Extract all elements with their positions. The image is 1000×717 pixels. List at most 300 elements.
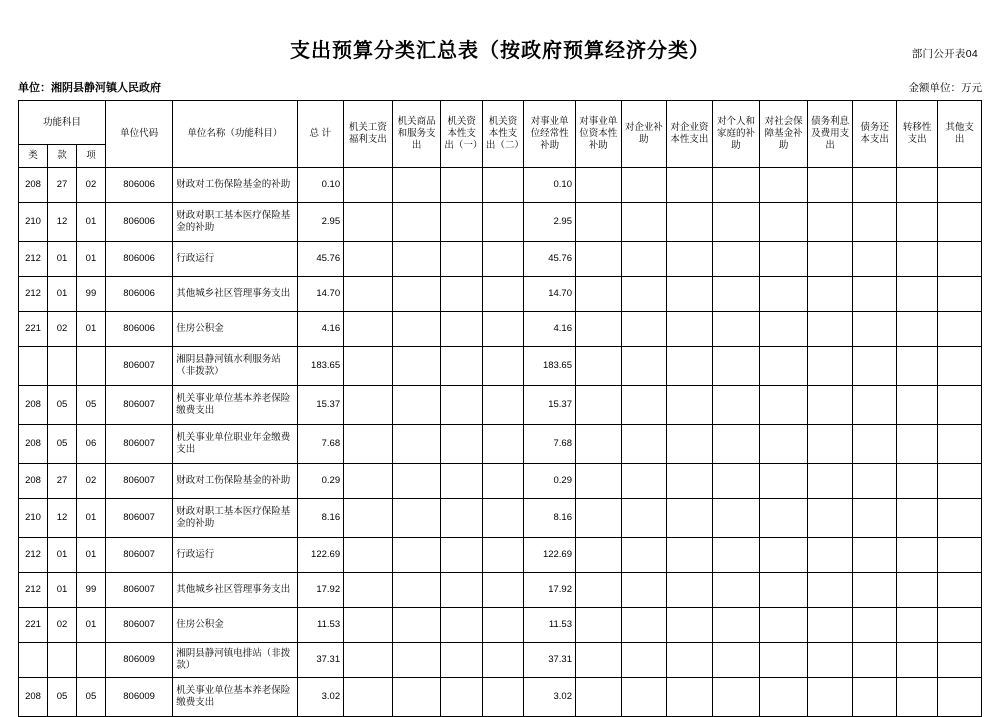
cell-c13 <box>807 347 853 386</box>
cell-xiang <box>76 643 105 678</box>
cell-c6 <box>482 312 523 347</box>
cell-unit-code: 806009 <box>105 643 172 678</box>
cell-c5 <box>441 538 482 573</box>
cell-lei: 221 <box>19 312 48 347</box>
page-title: 支出预算分类汇总表（按政府预算经济分类） <box>290 40 710 62</box>
cell-xiang: 01 <box>76 242 105 277</box>
cell-c7: 7.68 <box>524 425 576 464</box>
cell-c16 <box>938 464 982 499</box>
cell-c11 <box>712 464 760 499</box>
cell-c7: 122.69 <box>524 538 576 573</box>
cell-c7: 8.16 <box>524 499 576 538</box>
cell-kuan: 01 <box>47 538 76 573</box>
table-row <box>19 312 982 347</box>
cell-c8 <box>576 678 622 717</box>
cell-c14 <box>853 277 896 312</box>
cell-c8 <box>576 425 622 464</box>
cell-c6 <box>482 678 523 717</box>
cell-c6 <box>482 643 523 678</box>
cell-name: 行政运行 <box>173 242 297 277</box>
cell-c8 <box>576 643 622 678</box>
cell-c7: 17.92 <box>524 573 576 608</box>
cell-c16 <box>938 538 982 573</box>
cell-c15 <box>896 242 937 277</box>
cell-c12 <box>760 242 808 277</box>
cell-c4 <box>392 464 441 499</box>
cell-c15 <box>896 678 937 717</box>
table-row <box>19 538 982 573</box>
cell-kuan: 02 <box>47 312 76 347</box>
cell-c15 <box>896 425 937 464</box>
cell-c16 <box>938 386 982 425</box>
cell-c4 <box>392 312 441 347</box>
cell-c9 <box>621 386 667 425</box>
table-row <box>19 573 982 608</box>
cell-c16 <box>938 608 982 643</box>
cell-c14 <box>853 242 896 277</box>
cell-c4 <box>392 168 441 203</box>
cell-c3 <box>344 499 393 538</box>
cell-total: 122.69 <box>297 538 344 573</box>
cell-c15 <box>896 499 937 538</box>
header-institution-capital: 对事业单位资本性补助 <box>576 101 622 168</box>
cell-c11 <box>712 347 760 386</box>
cell-c8 <box>576 608 622 643</box>
header-agency-goods: 机关商品和服务支出 <box>392 101 441 168</box>
cell-c12 <box>760 203 808 242</box>
cell-xiang: 01 <box>76 499 105 538</box>
cell-lei <box>19 347 48 386</box>
cell-c15 <box>896 168 937 203</box>
table-row <box>19 277 982 312</box>
header-debt-principal: 债务还本支出 <box>853 101 896 168</box>
cell-lei: 210 <box>19 203 48 242</box>
cell-c11 <box>712 312 760 347</box>
cell-c9 <box>621 242 667 277</box>
cell-lei: 208 <box>19 386 48 425</box>
cell-c6 <box>482 242 523 277</box>
cell-c3 <box>344 425 393 464</box>
cell-c16 <box>938 347 982 386</box>
cell-c12 <box>760 538 808 573</box>
cell-kuan: 05 <box>47 386 76 425</box>
cell-c5 <box>441 425 482 464</box>
cell-c9 <box>621 203 667 242</box>
cell-c13 <box>807 277 853 312</box>
cell-c10 <box>667 312 713 347</box>
cell-lei: 208 <box>19 678 48 717</box>
table-row <box>19 608 982 643</box>
cell-xiang: 01 <box>76 203 105 242</box>
cell-c8 <box>576 464 622 499</box>
table-body <box>19 168 982 717</box>
cell-xiang: 99 <box>76 277 105 312</box>
cell-c6 <box>482 499 523 538</box>
cell-c5 <box>441 573 482 608</box>
cell-kuan: 12 <box>47 203 76 242</box>
cell-c3 <box>344 277 393 312</box>
cell-c12 <box>760 499 808 538</box>
cell-c7: 183.65 <box>524 347 576 386</box>
cell-unit-code: 806007 <box>105 425 172 464</box>
cell-c7: 37.31 <box>524 643 576 678</box>
cell-name: 其他城乡社区管理事务支出 <box>173 573 297 608</box>
cell-c3 <box>344 312 393 347</box>
header-social-security: 对社会保障基金补助 <box>760 101 808 168</box>
cell-lei: 208 <box>19 168 48 203</box>
cell-total: 11.53 <box>297 608 344 643</box>
cell-c12 <box>760 573 808 608</box>
cell-total: 37.31 <box>297 643 344 678</box>
cell-c10 <box>667 242 713 277</box>
cell-kuan: 02 <box>47 608 76 643</box>
cell-c11 <box>712 168 760 203</box>
cell-c15 <box>896 643 937 678</box>
cell-lei: 212 <box>19 277 48 312</box>
cell-c9 <box>621 168 667 203</box>
cell-c9 <box>621 499 667 538</box>
cell-c4 <box>392 386 441 425</box>
cell-c11 <box>712 643 760 678</box>
cell-c8 <box>576 277 622 312</box>
cell-c6 <box>482 168 523 203</box>
cell-c10 <box>667 643 713 678</box>
cell-c16 <box>938 643 982 678</box>
cell-name: 财政对工伤保险基金的补助 <box>173 168 297 203</box>
cell-name: 财政对工伤保险基金的补助 <box>173 464 297 499</box>
header-kuan: 款 <box>47 145 76 168</box>
cell-c11 <box>712 277 760 312</box>
amount-unit-label: 金额单位：万元 <box>908 82 982 94</box>
cell-c8 <box>576 573 622 608</box>
cell-c13 <box>807 573 853 608</box>
cell-total: 183.65 <box>297 347 344 386</box>
cell-xiang: 01 <box>76 538 105 573</box>
budget-table <box>18 100 982 717</box>
cell-c11 <box>712 608 760 643</box>
cell-unit-code: 806006 <box>105 242 172 277</box>
cell-c8 <box>576 168 622 203</box>
cell-c3 <box>344 608 393 643</box>
cell-unit-code: 806007 <box>105 386 172 425</box>
header-group-function: 功能科目 <box>19 101 106 145</box>
cell-total: 45.76 <box>297 242 344 277</box>
cell-c10 <box>667 499 713 538</box>
cell-total: 0.29 <box>297 464 344 499</box>
header-xiang: 项 <box>76 145 105 168</box>
cell-total: 17.92 <box>297 573 344 608</box>
cell-c13 <box>807 242 853 277</box>
table-row <box>19 203 982 242</box>
cell-kuan: 01 <box>47 277 76 312</box>
cell-c8 <box>576 203 622 242</box>
cell-c13 <box>807 499 853 538</box>
cell-xiang: 05 <box>76 678 105 717</box>
cell-c10 <box>667 573 713 608</box>
cell-xiang: 01 <box>76 608 105 643</box>
cell-c3 <box>344 538 393 573</box>
cell-c3 <box>344 386 393 425</box>
cell-c12 <box>760 608 808 643</box>
cell-c6 <box>482 386 523 425</box>
cell-c15 <box>896 277 937 312</box>
cell-xiang: 02 <box>76 168 105 203</box>
cell-c7: 14.70 <box>524 277 576 312</box>
cell-c7: 3.02 <box>524 678 576 717</box>
cell-kuan: 27 <box>47 168 76 203</box>
header-total: 总 计 <box>297 101 344 168</box>
cell-c4 <box>392 573 441 608</box>
cell-unit-code: 806007 <box>105 573 172 608</box>
cell-c13 <box>807 608 853 643</box>
cell-unit-code: 806006 <box>105 312 172 347</box>
cell-kuan: 05 <box>47 678 76 717</box>
cell-name: 湘阴县静河镇水利服务站（非拨款） <box>173 347 297 386</box>
cell-c16 <box>938 499 982 538</box>
cell-c14 <box>853 538 896 573</box>
header-other: 其他支出 <box>938 101 982 168</box>
cell-c14 <box>853 643 896 678</box>
cell-c15 <box>896 608 937 643</box>
cell-c5 <box>441 203 482 242</box>
cell-lei: 212 <box>19 573 48 608</box>
header-debt-interest: 债务利息及费用支出 <box>807 101 853 168</box>
cell-c11 <box>712 386 760 425</box>
cell-c5 <box>441 464 482 499</box>
cell-c9 <box>621 464 667 499</box>
header-agency-capital-2: 机关资本性支出（二） <box>482 101 523 168</box>
cell-c13 <box>807 464 853 499</box>
cell-name: 其他城乡社区管理事务支出 <box>173 277 297 312</box>
cell-c12 <box>760 168 808 203</box>
cell-c13 <box>807 643 853 678</box>
header-agency-capital-1: 机关资本性支出（一） <box>441 101 482 168</box>
cell-unit-code: 806006 <box>105 203 172 242</box>
cell-c11 <box>712 573 760 608</box>
cell-lei: 208 <box>19 464 48 499</box>
table-row <box>19 242 982 277</box>
header-lei: 类 <box>19 145 48 168</box>
cell-c9 <box>621 347 667 386</box>
table-row <box>19 425 982 464</box>
cell-lei: 221 <box>19 608 48 643</box>
cell-c5 <box>441 643 482 678</box>
cell-c7: 11.53 <box>524 608 576 643</box>
cell-total: 15.37 <box>297 386 344 425</box>
cell-c9 <box>621 608 667 643</box>
table-header-row-1 <box>19 101 982 145</box>
cell-c9 <box>621 312 667 347</box>
cell-c12 <box>760 425 808 464</box>
cell-c7: 0.10 <box>524 168 576 203</box>
cell-unit-code: 806009 <box>105 678 172 717</box>
cell-c16 <box>938 312 982 347</box>
cell-c4 <box>392 347 441 386</box>
cell-unit-code: 806006 <box>105 168 172 203</box>
cell-c16 <box>938 168 982 203</box>
cell-c16 <box>938 573 982 608</box>
cell-c5 <box>441 499 482 538</box>
cell-c11 <box>712 538 760 573</box>
cell-xiang: 01 <box>76 312 105 347</box>
cell-c15 <box>896 464 937 499</box>
cell-c3 <box>344 203 393 242</box>
cell-total: 14.70 <box>297 277 344 312</box>
header-institution-regular: 对事业单位经常性补助 <box>524 101 576 168</box>
cell-total: 3.02 <box>297 678 344 717</box>
cell-c13 <box>807 168 853 203</box>
cell-c15 <box>896 347 937 386</box>
cell-c8 <box>576 538 622 573</box>
cell-total: 2.95 <box>297 203 344 242</box>
cell-c13 <box>807 678 853 717</box>
cell-c5 <box>441 347 482 386</box>
cell-total: 8.16 <box>297 499 344 538</box>
cell-unit-code: 806007 <box>105 464 172 499</box>
cell-c14 <box>853 203 896 242</box>
cell-unit-code: 806007 <box>105 499 172 538</box>
cell-c15 <box>896 386 937 425</box>
cell-name: 住房公积金 <box>173 312 297 347</box>
cell-c10 <box>667 425 713 464</box>
cell-unit-code: 806007 <box>105 347 172 386</box>
header-unit-code: 单位代码 <box>105 101 172 168</box>
cell-c7: 2.95 <box>524 203 576 242</box>
cell-c3 <box>344 347 393 386</box>
cell-c12 <box>760 347 808 386</box>
cell-c8 <box>576 312 622 347</box>
cell-c4 <box>392 678 441 717</box>
cell-kuan: 05 <box>47 425 76 464</box>
cell-c15 <box>896 538 937 573</box>
table-row <box>19 386 982 425</box>
cell-c3 <box>344 643 393 678</box>
cell-c15 <box>896 573 937 608</box>
cell-c8 <box>576 347 622 386</box>
table-row <box>19 643 982 678</box>
cell-c14 <box>853 168 896 203</box>
cell-c6 <box>482 277 523 312</box>
cell-c4 <box>392 643 441 678</box>
cell-c6 <box>482 425 523 464</box>
cell-c10 <box>667 678 713 717</box>
cell-xiang: 05 <box>76 386 105 425</box>
cell-xiang <box>76 347 105 386</box>
cell-c16 <box>938 203 982 242</box>
cell-c8 <box>576 242 622 277</box>
cell-c11 <box>712 242 760 277</box>
cell-c4 <box>392 499 441 538</box>
table-row <box>19 347 982 386</box>
cell-c5 <box>441 608 482 643</box>
cell-name: 住房公积金 <box>173 608 297 643</box>
header-individual-family: 对个人和家庭的补助 <box>712 101 760 168</box>
cell-c6 <box>482 573 523 608</box>
cell-c8 <box>576 499 622 538</box>
cell-c6 <box>482 347 523 386</box>
cell-c10 <box>667 203 713 242</box>
cell-c10 <box>667 464 713 499</box>
cell-c15 <box>896 312 937 347</box>
cell-c4 <box>392 277 441 312</box>
cell-c10 <box>667 538 713 573</box>
cell-lei: 212 <box>19 242 48 277</box>
cell-kuan: 27 <box>47 464 76 499</box>
cell-c10 <box>667 386 713 425</box>
cell-kuan: 01 <box>47 242 76 277</box>
cell-c11 <box>712 499 760 538</box>
cell-c13 <box>807 386 853 425</box>
cell-c5 <box>441 242 482 277</box>
cell-c7: 4.16 <box>524 312 576 347</box>
cell-xiang: 99 <box>76 573 105 608</box>
cell-c7: 45.76 <box>524 242 576 277</box>
cell-c10 <box>667 277 713 312</box>
cell-c16 <box>938 277 982 312</box>
header-enterprise-subsidy: 对企业补助 <box>621 101 667 168</box>
cell-name: 湘阴县静河镇电排站（非拨款） <box>173 643 297 678</box>
cell-c14 <box>853 678 896 717</box>
cell-c3 <box>344 678 393 717</box>
cell-xiang: 06 <box>76 425 105 464</box>
cell-c8 <box>576 386 622 425</box>
meta-row <box>18 79 982 95</box>
cell-c3 <box>344 242 393 277</box>
cell-c4 <box>392 242 441 277</box>
cell-total: 4.16 <box>297 312 344 347</box>
cell-c9 <box>621 573 667 608</box>
cell-c11 <box>712 678 760 717</box>
cell-c5 <box>441 312 482 347</box>
cell-lei: 212 <box>19 538 48 573</box>
cell-c15 <box>896 203 937 242</box>
cell-c5 <box>441 168 482 203</box>
cell-name: 财政对职工基本医疗保险基金的补助 <box>173 499 297 538</box>
cell-kuan <box>47 643 76 678</box>
cell-c12 <box>760 464 808 499</box>
cell-c16 <box>938 242 982 277</box>
cell-c14 <box>853 573 896 608</box>
cell-c6 <box>482 608 523 643</box>
cell-name: 机关事业单位职业年金缴费支出 <box>173 425 297 464</box>
cell-c4 <box>392 538 441 573</box>
cell-unit-code: 806007 <box>105 538 172 573</box>
cell-c14 <box>853 347 896 386</box>
cell-c12 <box>760 277 808 312</box>
cell-c9 <box>621 277 667 312</box>
cell-c5 <box>441 678 482 717</box>
cell-c9 <box>621 678 667 717</box>
cell-c5 <box>441 277 482 312</box>
cell-xiang: 02 <box>76 464 105 499</box>
cell-unit-code: 806007 <box>105 608 172 643</box>
header-enterprise-capital: 对企业资本性支出 <box>667 101 713 168</box>
cell-c3 <box>344 573 393 608</box>
cell-c4 <box>392 425 441 464</box>
table-row <box>19 168 982 203</box>
table-row <box>19 464 982 499</box>
cell-c9 <box>621 643 667 678</box>
cell-name: 财政对职工基本医疗保险基金的补助 <box>173 203 297 242</box>
cell-lei: 208 <box>19 425 48 464</box>
cell-c5 <box>441 386 482 425</box>
cell-lei: 210 <box>19 499 48 538</box>
cell-c3 <box>344 168 393 203</box>
cell-name: 行政运行 <box>173 538 297 573</box>
table-row <box>19 678 982 717</box>
cell-c6 <box>482 203 523 242</box>
cell-c10 <box>667 347 713 386</box>
